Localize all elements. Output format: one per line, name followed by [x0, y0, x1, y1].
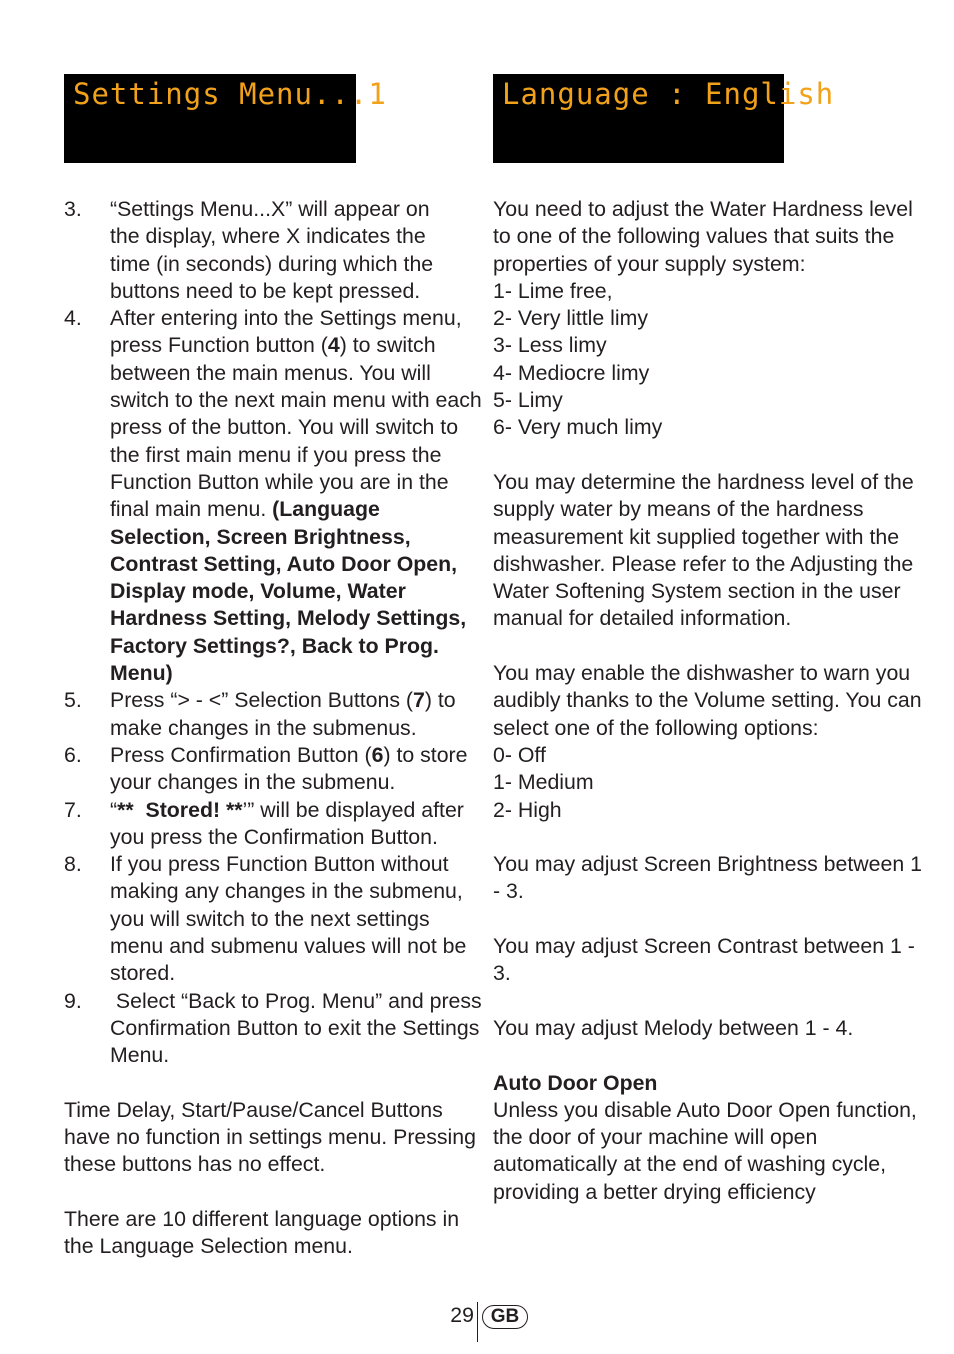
paragraph: You may adjust Melody between 1 - 4.	[493, 1015, 854, 1040]
item-text: If you press Function Button without making any changes in the submenu, you will switch to the next settings menu and submenu values will not be stored.	[110, 852, 467, 986]
list-item	[64, 687, 484, 742]
item-line: buttons need to be kept pressed.	[110, 278, 421, 303]
region-badge: GB	[482, 1305, 528, 1329]
display-text: Language : English	[502, 77, 835, 111]
paragraph: You need to adjust the Water Hardness level to one of the following values that suits the properties of your supply system:	[493, 197, 913, 276]
paragraph: Time Delay, Start/Pause/Cancel Buttons have no function in settings menu. Pressing these buttons has no effect.	[64, 1097, 476, 1177]
item-number: 3.	[64, 197, 82, 221]
list-item	[64, 797, 484, 852]
page-number: 29	[450, 1303, 474, 1327]
list-item	[64, 196, 484, 305]
display-text: Settings Menu...1	[73, 77, 387, 111]
list-item: 2- Very little limy	[493, 306, 649, 331]
item-text: Select “Back to Prog. Menu” and press Confirmation Button to exit the Settings Menu.	[110, 988, 488, 1068]
item-number: 6.	[64, 742, 82, 767]
item-number: 9.	[64, 988, 82, 1013]
item-text	[110, 196, 484, 305]
list-item: 1- Lime free,	[493, 278, 613, 303]
item-number: 4.	[64, 306, 82, 331]
paragraph: You may enable the dishwasher to warn you audibly thanks to the Volume setting. You can select one of the following options:	[493, 661, 922, 740]
list-item: 4- Mediocre limy	[493, 360, 650, 385]
right-column	[493, 196, 923, 1206]
list-item: 0- Off	[493, 742, 546, 767]
paragraph: You may adjust Screen Contrast between 1 - 3.	[493, 934, 915, 986]
left-column	[64, 196, 488, 1261]
item-line: the display, where X indicates the	[110, 224, 426, 249]
paragraph: There are 10 different language options in the Language Selection menu.	[64, 1206, 460, 1259]
display-settings-menu	[64, 74, 387, 163]
list-item: 3- Less limy	[493, 333, 607, 358]
paragraph: You may adjust Screen Brightness between 1 - 3.	[493, 852, 922, 904]
item-text: After entering into the Settings menu, press Function button (4) to switch between the main menus. You will switch to the next main menu with each press of the button. You will switch to the first main menu if you press the Function Button while you are in the final main menu. (Language Selection, Screen Brightness, Contrast Setting, Auto Door Open, Display mode, Volume, Water Hardness Setting, Melody Settings, Factory Settings?, Back to Prog. Menu)	[110, 306, 482, 686]
list-item: 6- Very much limy	[493, 415, 663, 440]
divider	[477, 1302, 478, 1342]
list-item	[64, 742, 484, 797]
list-item	[64, 851, 484, 987]
item-number: 5.	[64, 688, 82, 713]
paragraph: Unless you disable Auto Door Open function, the door of your machine will open automatically at the end of washing cycle, providing a better drying efficiency	[493, 1097, 917, 1204]
item-text: “** Stored! **’” will be displayed after you press the Confirmation Button.	[110, 797, 464, 849]
item-number: 7.	[64, 797, 82, 822]
list-item: 1- Medium	[493, 770, 594, 795]
paragraph: You may determine the hardness level of the supply water by means of the hardness measurement kit supplied together with the dishwasher. Please refer to the Adjusting the Water Softening System section in the user manual for detailed information.	[493, 469, 914, 631]
item-number: 8.	[64, 852, 82, 877]
item-line: “Settings Menu...X” will appear on	[110, 197, 430, 221]
list-item: 2- High	[493, 797, 562, 822]
list-item	[64, 305, 484, 687]
item-line: time (in seconds) during which the	[110, 251, 434, 276]
item-text: Press “> - <” Selection Buttons (7) to make changes in the submenus.	[110, 688, 456, 740]
display-language	[493, 74, 835, 163]
list-item	[64, 988, 488, 1070]
list-item: 5- Limy	[493, 388, 563, 413]
item-text: Press Confirmation Button (6) to store your changes in the submenu.	[110, 742, 468, 795]
section-heading: Auto Door Open	[493, 1070, 658, 1095]
